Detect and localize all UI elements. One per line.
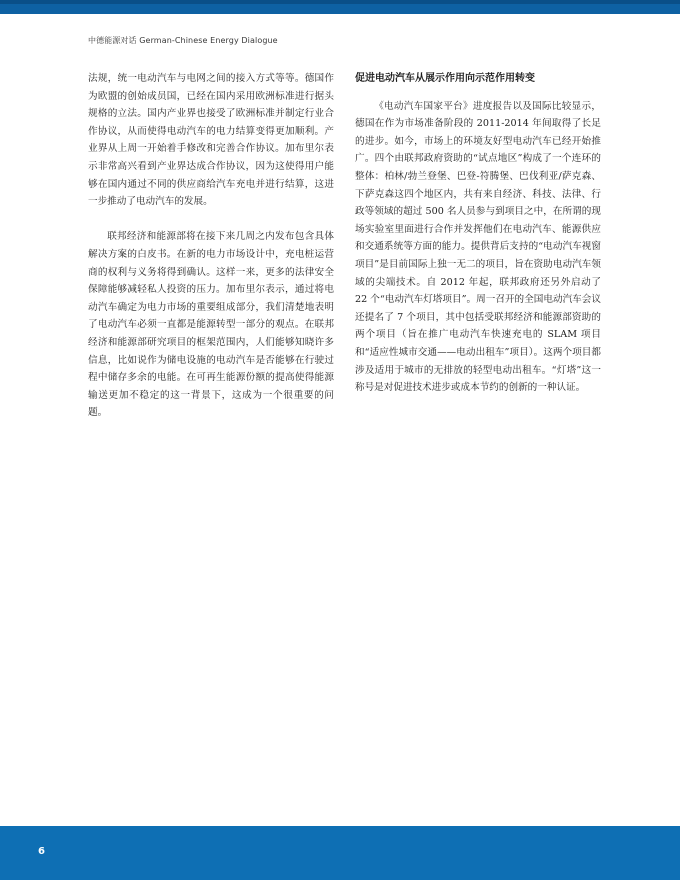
left-column xyxy=(88,70,334,422)
top-banner-shade xyxy=(0,0,680,4)
page-number: 6 xyxy=(38,846,45,857)
running-header: 中德能源对话 German-Chinese Energy Dialogue xyxy=(88,36,278,45)
right-paragraph-1: 《电动汽车国家平台》进度报告以及国际比较显示，德国在作为市场准备阶段的 2011-2014 年间取得了长足的进步。如今，市场上的环境友好型电动汽车已经开始推广。四个由联邦政府资助的“试点地区”构成了一个连环的整体：柏林/勃兰登堡、巴登-符腾堡、巴伐利亚/萨克森、下萨克森这四个地区内，共有来自经济、科技、法律、行政等领域的超过 500 名人员参与到项目之中，在所谓的现场实验室里面进行合作并发挥他们在电动汽车、能源供应和交通系统等方面的能力。提供背后支持的“电动汽车视窗项目”是目前国际上独一无二的项目，旨在资助电动汽车领域的尖端技术。自 2012 年起，联邦政府还另外启动了 22 个“电动汽车灯塔项目”。周一召开的全国电动汽车会议还提名了 7 个项目，其中包括受联邦经济和能源部资助的两个项目（旨在推广电动汽车快速充电的 SLAM 项目和“适应性城市交通——电动出租车”项目）。这两个项目都涉及适用于城市的无排放的轻型电动出租车。“灯塔”这一称号是对促进技术进步或成本节约的创新的一种认证。 xyxy=(355,100,601,394)
left-paragraph-2: 联邦经济和能源部将在接下来几周之内发布包含具体解决方案的白皮书。在新的电力市场设计中，充电桩运营商的权利与义务将得到确认。这样一来，更多的法律安全保障能够减轻私人投资的压力。加布里尔表示，通过将电动汽车确定为电力市场的重要组成部分，我们清楚地表明了电动汽车必须一直都是能源转型一部分的观点。在联邦经济和能源部研究项目的框架范围内，人们能够知晓许多信息，比如说作为储电设施的电动汽车是否能够在行驶过程中储存多余的电能。在可再生能源份额的提高使得能源输送更加不稳定的这一背景下，这成为一个很重要的问题。 xyxy=(88,231,334,419)
top-banner xyxy=(0,0,680,14)
right-column xyxy=(355,70,601,397)
footer-bar xyxy=(0,826,680,880)
left-paragraph-1: 法规，统一电动汽车与电网之间的接入方式等等。德国作为欧盟的创始成员国，已经在国内采用欧洲标准进行据头规格的立法。国内产业界也接受了欧洲标准并制定行业合作协议，从而使得电动汽车的电力结算变得更加顺利。产业界从上周一开始着手修改和完善合作协议。加布里尔表示非常高兴看到产业界达成合作协议，因为这使得用户能够在国内通过不同的供应商给汽车充电并进行结算，这进一步推动了电动汽车的发展。 xyxy=(88,73,334,208)
section-heading: 促进电动汽车从展示作用向示范作用转变 xyxy=(355,73,535,84)
